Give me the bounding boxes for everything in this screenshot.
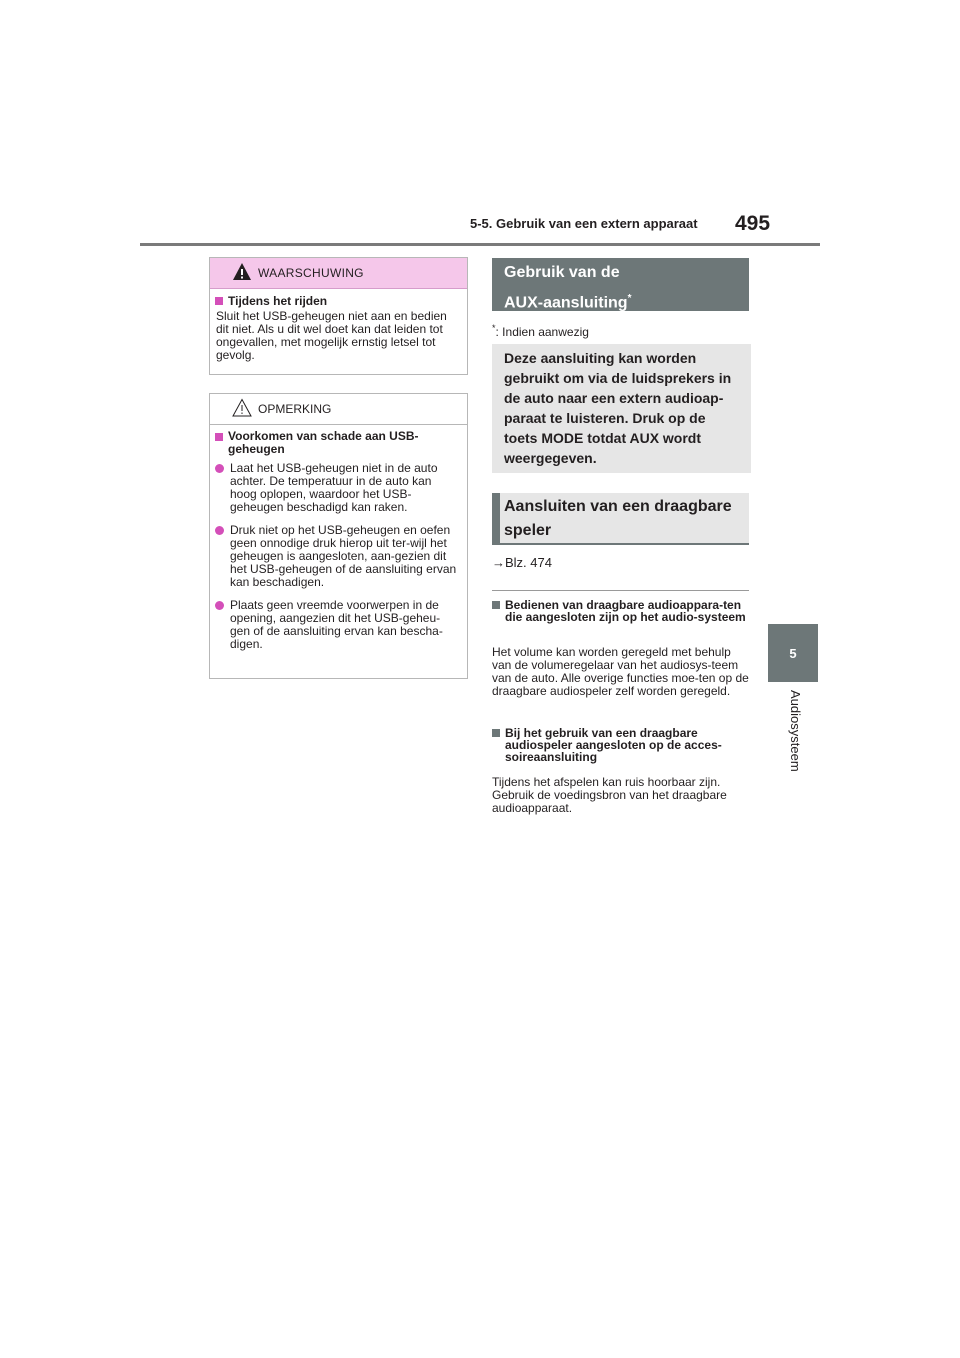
square-bullet-icon (215, 433, 223, 441)
notice-bullet-text: Druk niet op het USB-geheugen en oefen geen onnodige druk hierop uit ter-wijl het geheugen is aangesloten, aan-gezien dit het USB-geheugen of de aansluiting ervan kan beschadigen. (230, 523, 457, 589)
round-bullet-icon (215, 601, 224, 610)
notice-header (210, 394, 467, 425)
footnote-text: : Indien aanwezig (495, 325, 589, 339)
notice-bullet (215, 599, 459, 651)
aux-summary-box: Deze aansluiting kan worden gebruikt om via de luidsprekers in de auto naar een extern audioap-paraat te luisteren. Druk op de toets MODE totdat AUX wordt weergegeven. (492, 344, 751, 473)
round-bullet-icon (215, 526, 224, 535)
page-number: 495 (735, 212, 771, 235)
aux-heading-line1: Gebruik van de (504, 264, 620, 281)
round-bullet-icon (215, 464, 224, 473)
notice-subheading (215, 430, 467, 456)
notice-bullet-text: Plaats geen vreemde voorwerpen in de opening, aangezien dit het USB-geheu-gen of de aansluiting ervan kan bescha-digen. (230, 598, 443, 651)
aux-heading-line2: AUX-aansluiting (504, 294, 628, 312)
notice-bullet (215, 524, 459, 589)
warning-box (209, 257, 468, 375)
notice-bullet-text: Laat het USB-geheugen niet in de auto achter. De temperatuur in de auto kan hoog oplopen, waardoor het USB-geheugen beschadigd kan raken. (230, 461, 438, 514)
caution-triangle-icon (232, 398, 252, 418)
notice-subheading-text (228, 430, 419, 456)
notice-box (209, 393, 468, 679)
notice-title: OPMERKING (258, 402, 332, 416)
header-rule (140, 243, 820, 246)
square-bullet-icon (492, 601, 500, 609)
note-subheading (492, 599, 749, 623)
chapter-tab: 5 (768, 624, 818, 682)
notice-bullet (215, 462, 459, 514)
note-text: Het volume kan worden geregeld met behulp van de volumeregelaar van het audiosys-teem van de auto. Alle overige functies moe-ten op de draagbare audiospeler zelf worden geregeld. (492, 645, 749, 698)
note-subheading-text: Bij het gebruik van een draagbare audiospeler aangesloten op de acces-soireaansluiting (505, 726, 722, 764)
connect-section-heading: Aansluiten van een draagbare speler (492, 493, 749, 545)
square-bullet-icon (492, 729, 500, 737)
warning-header (210, 258, 467, 289)
square-bullet-icon (215, 297, 223, 305)
notice-subheading-line2: geheugen (228, 442, 285, 456)
note-text: Tijdens het afspelen kan ruis hoorbaar zijn. Gebruik de voedingsbron van het draagbare audioapparaat. (492, 775, 727, 815)
warning-subheading-text: Tijdens het rijden (228, 294, 328, 308)
warning-subheading (215, 294, 467, 308)
aux-section-heading (492, 258, 749, 311)
divider (492, 590, 749, 591)
section-title: 5-5. Gebruik van een extern apparaat (470, 216, 698, 231)
chapter-label (785, 690, 805, 810)
warning-text: Sluit het USB-geheugen niet aan en bedien dit niet. Als u dit wel doet kan dat leiden tot ongevallen, met mogelijk ernstig letsel tot gevolg. (216, 309, 447, 362)
page-reference: →Blz. 474 (492, 555, 552, 570)
footnote-asterisk: * (492, 323, 496, 333)
note-subheading (492, 727, 749, 763)
aux-heading-asterisk: * (627, 293, 632, 304)
note-subheading-text: Bedienen van draagbare audioappara-ten die aangesloten zijn op het audio-systeem (505, 598, 746, 624)
warning-triangle-icon (232, 262, 252, 282)
footnote (492, 323, 589, 339)
chapter-label-text: Audiosysteem (788, 690, 803, 772)
warning-title: WAARSCHUWING (258, 266, 364, 280)
notice-subheading-line1: Voorkomen van schade aan USB- (228, 429, 419, 443)
